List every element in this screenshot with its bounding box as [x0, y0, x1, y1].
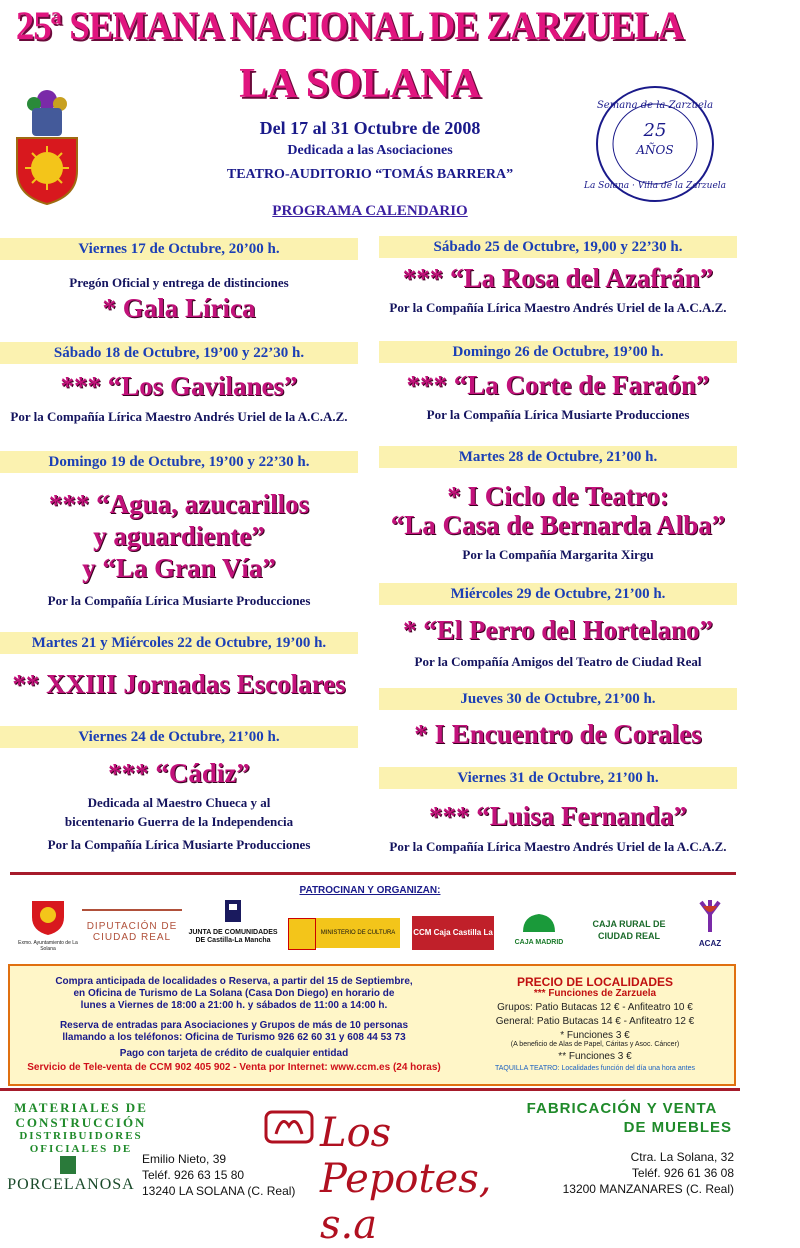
acaz-logo: ACAZ [688, 898, 732, 952]
svg-text:AÑOS: AÑOS [636, 143, 674, 157]
pepotes-brand: Los Pepotes, s.a [320, 1110, 492, 1248]
svg-text:Semana de la Zarzuela: Semana de la Zarzuela [596, 100, 714, 111]
event-title: “La Casa de Bernarda Alba” [390, 510, 726, 540]
televenta-text: Servicio de Tele-venta de CCM 902 405 902 - Venta por Internet: www.ccm.es (24 horas) [27, 1062, 441, 1073]
right-address: Ctra. La Solana, 32 [630, 1150, 734, 1164]
divider [10, 872, 736, 875]
event-title: *** “La Rosa del Azafrán” [402, 263, 714, 293]
advance-sale-text: Compra anticipada de localidades o Reserva, a partir del 15 de Septiembre, [55, 976, 413, 987]
event-date: Viernes 31 de Octubre, 21’00 h. [379, 767, 737, 789]
price-subtitle: *** Funciones de Zarzuela [533, 988, 657, 999]
advance-sale-text: en Oficina de Turismo de La Solana (Casa Don Diego) en horario de [73, 988, 395, 999]
advance-sale-text: lunes a Viernes de 18:00 a 21:00 h. y sábados de 11:00 a 14:00 h. [80, 1000, 388, 1011]
svg-text:La Solana · Villa de la Zarzue: La Solana · Villa de la Zarzuela [583, 181, 727, 191]
caja-madrid-logo: CAJA MADRID [510, 910, 568, 952]
event-company: Por la Compañía Lírica Musiarte Producciones [426, 407, 690, 422]
event-date: Domingo 26 de Octubre, 19’00 h. [379, 341, 737, 363]
event-title: *** “Los Gavilanes” [60, 371, 298, 401]
event-date: Miércoles 29 de Octubre, 21’00 h. [379, 583, 737, 605]
event-company: Por la Compañía Lírica Musiarte Producciones [47, 837, 311, 852]
festival-venue: TEATRO-AUDITORIO “TOMÁS BARRERA” [226, 167, 514, 182]
event-date: Domingo 19 de Octubre, 19’00 y 22’30 h. [0, 451, 358, 473]
castilla-la-mancha-logo: JUNTA DE COMUNIDADES DE Castilla-La Mancha [186, 898, 280, 950]
event-title: ** XXIII Jornadas Escolares [12, 669, 346, 699]
event-pre-note: Pregón Oficial y entrega de distinciones [69, 275, 289, 290]
sponsors-heading: PATROCINAN Y ORGANIZAN: [299, 885, 441, 896]
price-single-star: * Funciones 3 € [560, 1030, 630, 1041]
box-office-note: TAQUILLA TEATRO: Localidades función del día una hora antes [494, 1065, 695, 1072]
price-benefit-note: (A beneficio de Alas de Papel, Cáritas y Asoc. Cáncer) [510, 1041, 680, 1048]
event-company: Por la Compañía Lírica Maestro Andrés Uriel de la A.C.A.Z. [389, 839, 727, 854]
event-title: *** “Luisa Fernanda” [428, 801, 688, 831]
pepotes-emblem-icon [262, 1104, 316, 1150]
porcelanosa-brand: PORCELANOSA [7, 1176, 135, 1193]
svg-text:25: 25 [643, 120, 667, 141]
festival-dedication: Dedicada a las Asociaciones [287, 143, 453, 158]
event-date: Martes 21 y Miércoles 22 de Octubre, 19’00 h. [0, 632, 358, 654]
left-city: 13240 LA SOLANA (C. Real) [142, 1184, 296, 1198]
price-groups: Grupos: Patio Butacas 12 € - Anfiteatro 10 € [497, 1002, 693, 1013]
furniture-tagline: DE MUEBLES [623, 1119, 732, 1136]
ayuntamiento-logo: Exmo. Ayuntamiento de La Solana [18, 895, 78, 951]
diputacion-logo: DIPUTACIÓN DE CIUDAD REAL [82, 905, 182, 951]
left-address: Emilio Nieto, 39 [142, 1152, 227, 1166]
event-date: Martes 28 de Octubre, 21’00 h. [379, 446, 737, 468]
event-date: Viernes 17 de Octubre, 20’00 h. [0, 238, 358, 260]
price-double-star: ** Funciones 3 € [558, 1051, 632, 1062]
coat-of-arms-icon [12, 86, 82, 206]
right-city: 13200 MANZANARES (C. Real) [562, 1182, 734, 1196]
event-title: * “El Perro del Hortelano” [403, 615, 713, 645]
festival-dates: Del 17 al 31 Octubre de 2008 [259, 118, 481, 138]
event-title: *** “La Corte de Faraón” [406, 370, 710, 400]
event-date: Sábado 25 de Octubre, 19,00 y 22’30 h. [379, 236, 737, 258]
left-phone: Teléf. 926 63 15 80 [142, 1168, 245, 1182]
card-payment-text: Pago con tarjeta de crédito de cualquier entidad [119, 1048, 349, 1059]
footer-left-line: CONSTRUCCIÓN [15, 1115, 147, 1130]
poster-title: 25ª SEMANA NACIONAL DE ZARZUELA [15, 3, 684, 48]
event-title: * Gala Lírica [102, 293, 256, 323]
event-company: Por la Compañía Margarita Xirgu [462, 547, 654, 562]
ministerio-cultura-logo: MINISTERIO DE CULTURA [288, 918, 400, 948]
event-title: *** “Agua, azucarillos [48, 489, 310, 519]
event-title: *** “Cádiz” [108, 758, 250, 788]
event-date: Sábado 18 de Octubre, 19’00 y 22’30 h. [0, 342, 358, 364]
event-company: Por la Compañía Lírica Musiarte Producciones [47, 593, 311, 608]
caja-rural-logo: CAJA RURAL DE CIUDAD REAL [592, 919, 666, 941]
group-booking-text: Reserva de entradas para Asociaciones y Grupos de más de 10 personas [59, 1020, 409, 1031]
event-title: y aguardiente” [93, 521, 265, 551]
event-date: Jueves 30 de Octubre, 21’00 h. [379, 688, 737, 710]
event-company: Por la Compañía Lírica Maestro Andrés Uriel de la A.C.A.Z. [389, 300, 727, 315]
price-general: General: Patio Butacas 14 € - Anfiteatro 12 € [495, 1016, 695, 1027]
event-title: * I Encuentro de Corales [414, 719, 702, 749]
divider [0, 1088, 740, 1091]
event-company: Por la Compañía Amigos del Teatro de Ciudad Real [414, 654, 702, 669]
event-company: Por la Compañía Lírica Maestro Andrés Uriel de la A.C.A.Z. [10, 409, 348, 424]
anniversary-seal-icon [583, 84, 727, 204]
event-company: Dedicada al Maestro Chueca y al [87, 795, 271, 810]
furniture-tagline: FABRICACIÓN Y VENTA [526, 1100, 718, 1117]
footer-left-line: OFICIALES DE [29, 1143, 133, 1155]
right-phone: Teléf. 926 61 36 08 [631, 1166, 734, 1180]
poster-subtitle: LA SOLANA [239, 61, 481, 107]
event-date: Viernes 24 de Octubre, 21’00 h. [0, 726, 358, 748]
footer-left-line: MATERIALES DE [14, 1100, 148, 1115]
event-title: y “La Gran Vía” [82, 553, 276, 583]
price-title: PRECIO DE LOCALIDADES [516, 975, 673, 989]
porcelanosa-icon [60, 1156, 76, 1174]
group-booking-phones: llamando a los teléfonos: Oficina de Turismo 926 62 60 31 y 608 44 53 73 [62, 1032, 406, 1043]
event-company: bicentenario Guerra de la Independencia [64, 814, 294, 829]
footer-left-line: DISTRIBUIDORES [19, 1130, 143, 1142]
program-title: PROGRAMA CALENDARIO [272, 203, 468, 219]
ccm-logo: CCM Caja Castilla La [412, 916, 494, 950]
event-title: * I Ciclo de Teatro: [447, 481, 669, 511]
